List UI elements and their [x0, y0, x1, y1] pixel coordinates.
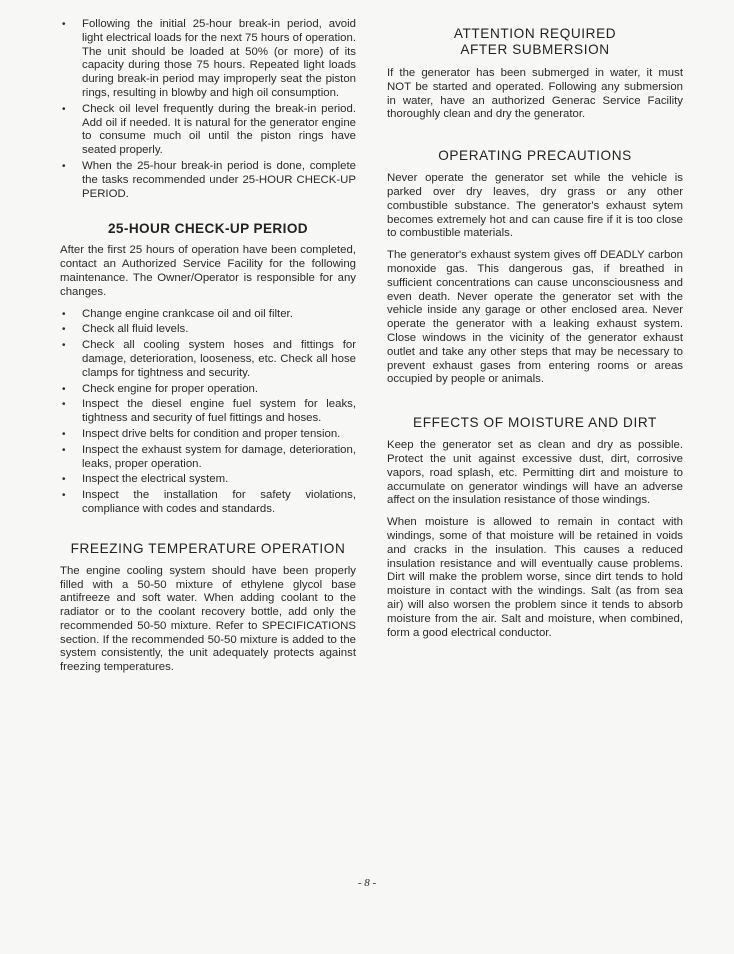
- checkup-intro: After the first 25 hours of operation have been completed, contact an Authorized Service Facility for the following maintenance. The Owner/Operator is responsible for any changes.: [60, 244, 356, 298]
- freezing-heading: FREEZING TEMPERATURE OPERATION: [70, 540, 346, 556]
- precautions-heading: OPERATING PRECAUTIONS: [438, 148, 632, 164]
- list-item: • Following the initial 25-hour break-in period, avoid light electrical loads for the next 75 hours of operation. The unit should be loaded at 50% (or more) of its capacity during those 75 hours. Repeated light loads during break-in period may improperly seat the piston rings, resulting in blowby and high oil consumption.: [60, 18, 356, 101]
- moisture-heading: EFFECTS OF MOISTURE AND DIRT: [413, 415, 657, 431]
- list-item: • Inspect drive belts for condition and proper tension.: [60, 428, 356, 442]
- submersion-heading: ATTENTION REQUIRED AFTER SUBMERSION: [453, 26, 617, 57]
- checkup-heading: 25-HOUR CHECK-UP PERIOD: [107, 221, 309, 237]
- precautions-paragraph-2: The generator's exhaust system gives off DEADLY carbon monoxide gas. This dangerous gas, if breathed in sufficient concentrations can cause unconsciousness and even death. Never operate the generator set with the vehicle inside any garage or other enclosed area. Never operate the generator with a leaking exhaust system. Close windows in the vicinity of the generator exhaust outlet and take any other steps that may be necessary to prevent exhaust gases from entering rooms or areas occupied by people or animals.: [387, 249, 683, 386]
- precautions-paragraph-1: Never operate the generator set while the vehicle is parked over dry leaves, dry grass or any other combustible substance. The generator's exhaust sytem becomes extremely hot and can cause fire if it is too close to combustible materials.: [387, 172, 683, 240]
- list-item: • Inspect the installation for safety violations, compliance with codes and standards.: [60, 489, 356, 517]
- list-item: • Change engine crankcase oil and oil filter.: [60, 308, 356, 322]
- moisture-paragraph-1: Keep the generator set as clean and dry as possible. Protect the unit against excessive dust, dirt, corrosive vapors, road splash, etc. Permitting dirt and moisture to accumulate on generator windings will have an adverse affect on the insulation resistance of those windings.: [387, 439, 683, 507]
- checkup-bullet-list: [60, 308, 356, 517]
- moisture-paragraph-2: When moisture is allowed to remain in contact with windings, some of that moisture will be retained in voids and cracks in the insulation. This causes a reduced insulation resistance and will eventually cause problems. Dirt will make the problem worse, since dirt tends to hold moisture in contact with the windings. Salt (as from sea air) will also worsen the problem since it tends to absorb moisture from the air. Salt and moisture, when combined, form a good electrical conductor.: [387, 516, 683, 639]
- right-column: [387, 18, 683, 648]
- list-item: • Check all fluid levels.: [60, 323, 356, 337]
- list-item: • Check oil level frequently during the break-in period. Add oil if needed. It is natural for the generator engine to consume much oil until the piston rings have seated properly.: [60, 103, 356, 158]
- list-item: • Check engine for proper operation.: [60, 383, 356, 397]
- list-item: • Inspect the exhaust system for damage, deterioration, leaks, proper operation.: [60, 444, 356, 472]
- list-item: • Inspect the diesel engine fuel system for leaks, tightness and security of fuel fittings and hoses.: [60, 398, 356, 426]
- break-in-bullet-list: [60, 18, 356, 201]
- list-item: • When the 25-hour break-in period is done, complete the tasks recommended under 25-HOUR CHECK-UP PERIOD.: [60, 160, 356, 201]
- left-column: [60, 18, 356, 683]
- page-number: - 8 -: [357, 877, 377, 889]
- submersion-text: If the generator has been submerged in water, it must NOT be started and operated. Following any submersion in water, have an authorized Generac Service Facility thoroughly clean and dry the generator.: [387, 67, 683, 121]
- freezing-text: The engine cooling system should have been properly filled with a 50-50 mixture of ethylene glycol base antifreeze and soft water. When adding coolant to the radiator or to the coolant recovery bottle, add only the recommended 50-50 mixture. Refer to SPECIFICATIONS section. If the recommended 50-50 mixture is added to the system consistently, the unit adequately protects against freezing temperatures.: [60, 564, 356, 674]
- list-item: • Inspect the electrical system.: [60, 473, 356, 487]
- list-item: • Check all cooling system hoses and fittings for damage, deterioration, looseness, etc. Check all hose clamps for tightness and security.: [60, 339, 356, 380]
